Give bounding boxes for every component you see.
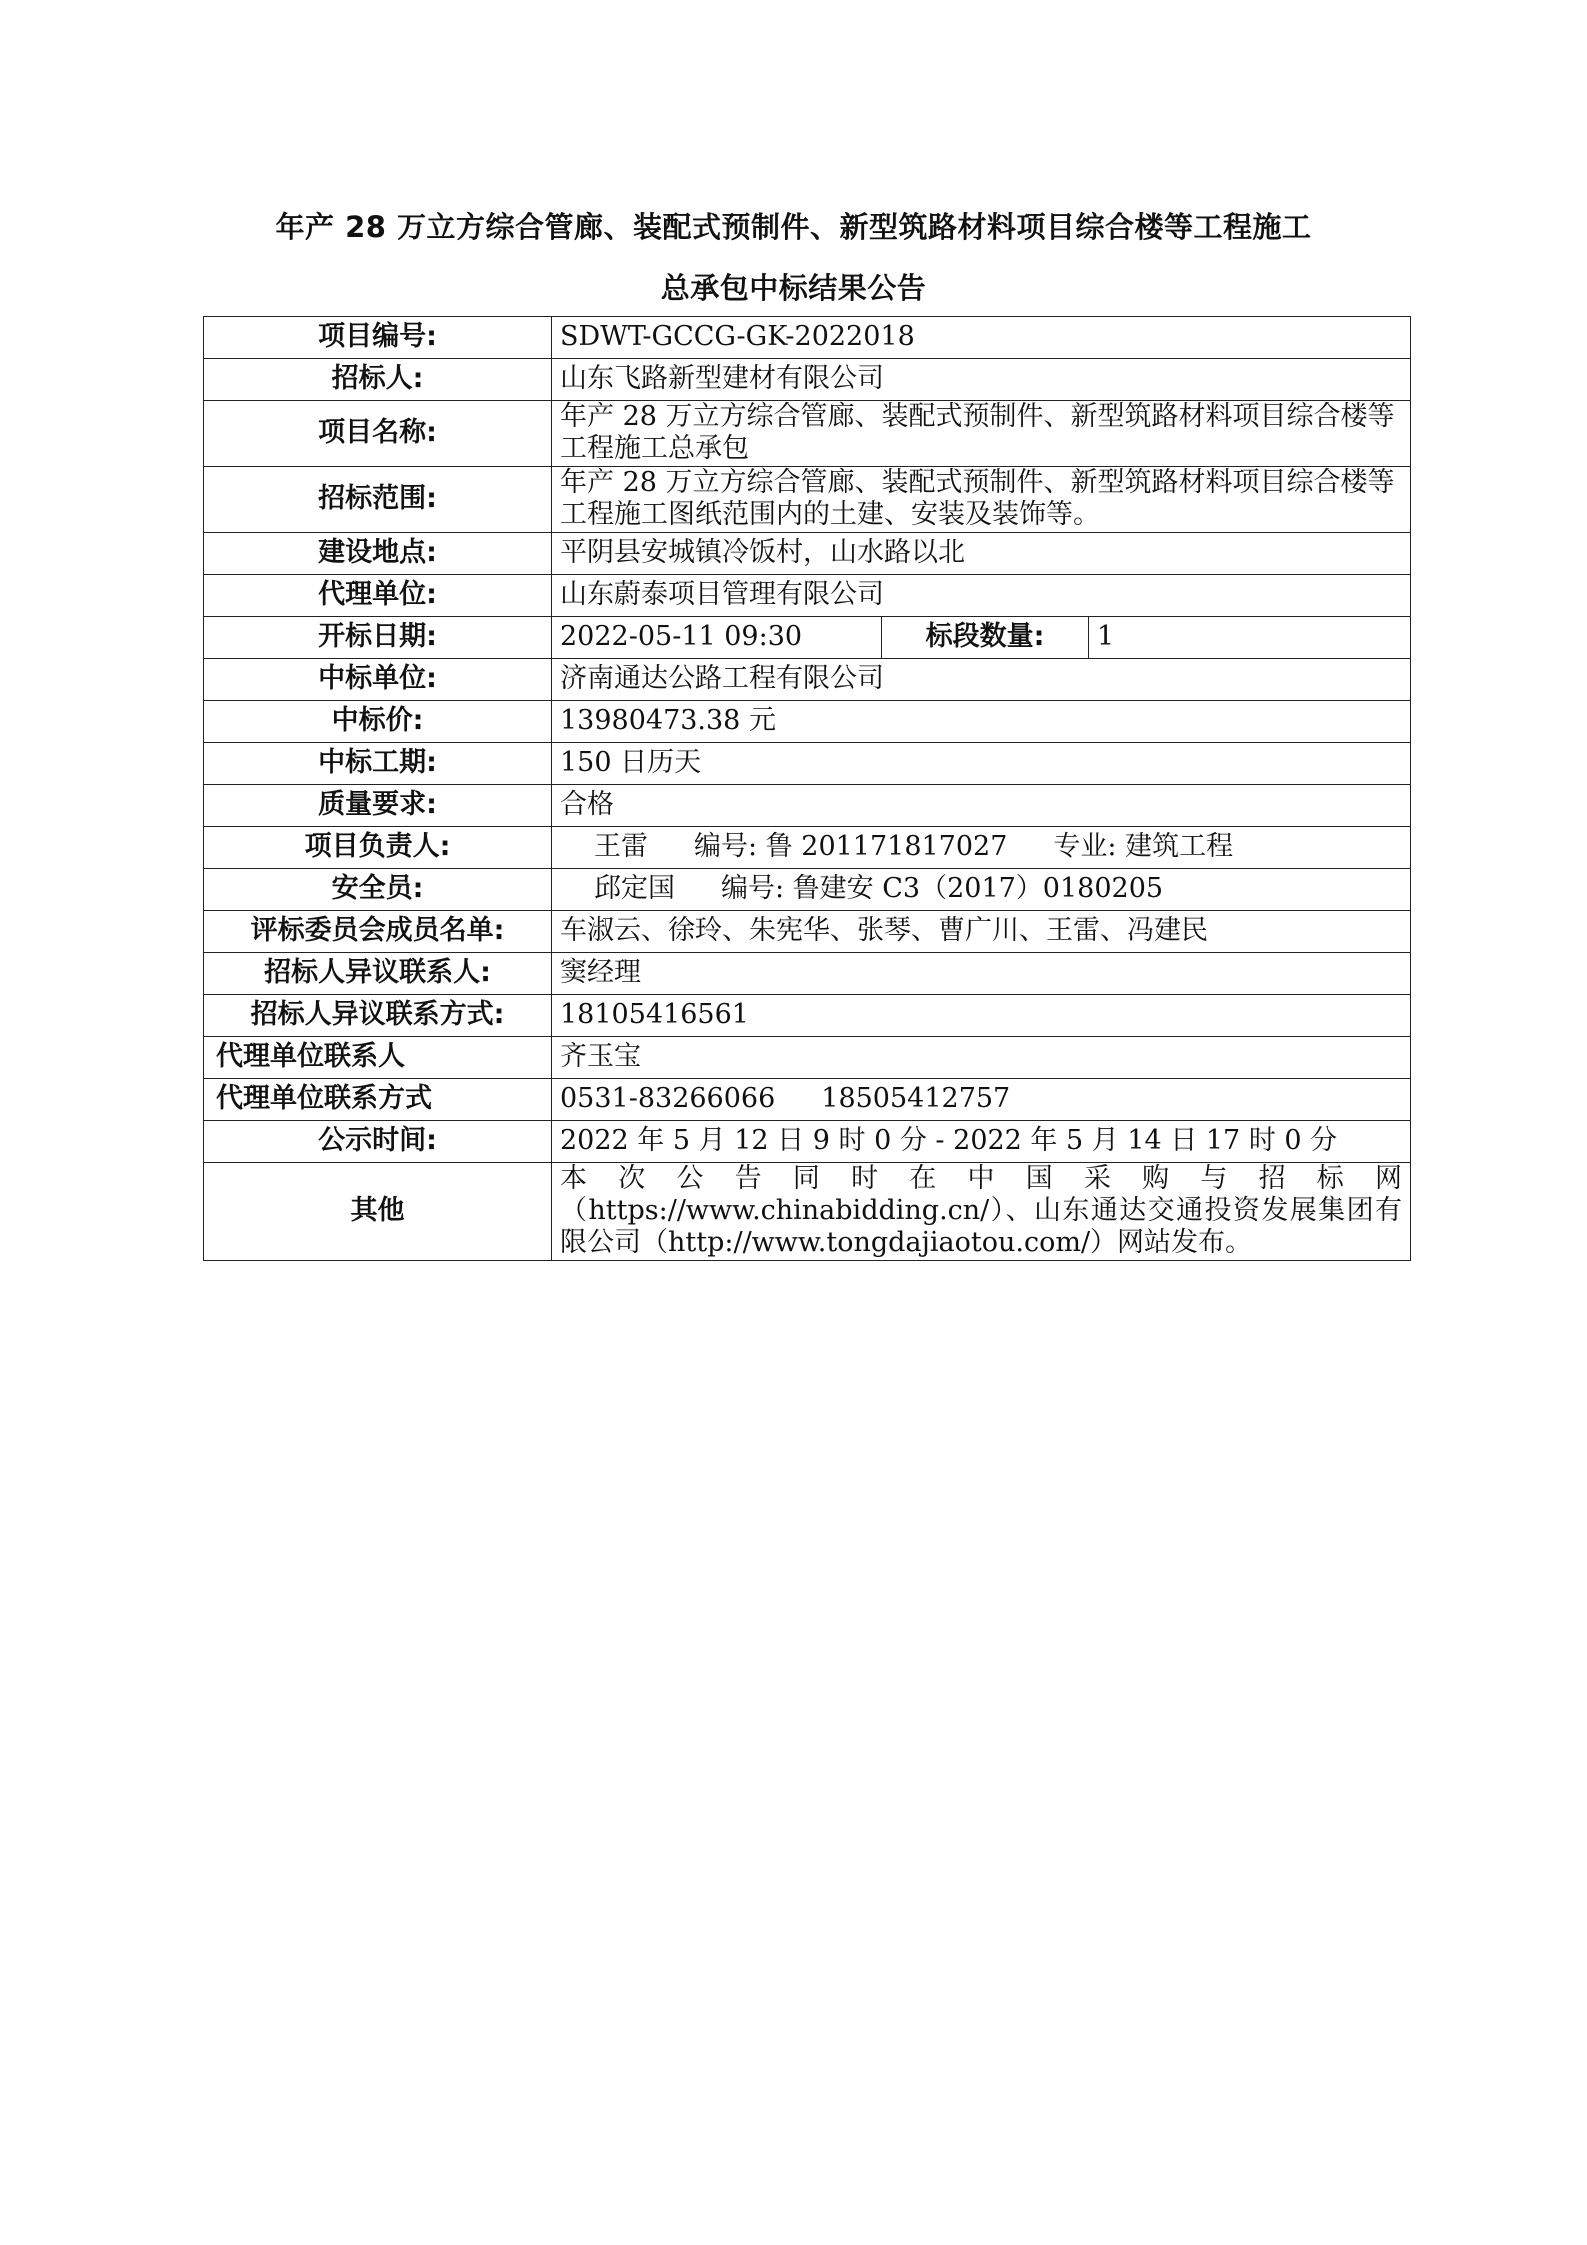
bid-result-table [203,316,1411,1261]
committee-label: 评标委员会成员名单: [204,910,552,952]
project-no-value: SDWT-GCCG-GK-2022018 [552,317,1411,359]
objection-phone-value: 18105416561 [552,994,1411,1036]
notice-title-line2: 总承包中标结果公告 [660,271,927,305]
duration-label: 中标工期: [204,742,552,784]
manager-major: 专业: 建筑工程 [1053,830,1234,862]
other-value: 本 次 公 告 同 时 在 中 国 采 购 与 招 标 网（https://www.chinabidding.cn/）、山东通达交通投资发展集团有限公司（http://www.tongdajiaotou.com/）网站发布。 [552,1162,1411,1260]
project-name-value: 年产 28 万立方综合管廊、装配式预制件、新型筑路材料项目综合楼等工程施工总承包 [552,401,1411,467]
price-value: 13980473.38 元 [552,700,1411,742]
row-duration [204,742,1411,784]
lots-value: 1 [1089,616,1411,658]
publicity-value: 2022 年 5 月 12 日 9 时 0 分 - 2022 年 5 月 14 日 17 时 0 分 [552,1120,1411,1162]
row-agency [204,574,1411,616]
agency-phone-label: 代理单位联系方式 [204,1078,552,1120]
scope-label: 招标范围: [204,466,552,532]
agency-phone-1: 0531-83266066 [560,1082,776,1114]
scope-value: 年产 28 万立方综合管廊、装配式预制件、新型筑路材料项目综合楼等工程施工图纸范围内的土建、安装及装饰等。 [552,466,1411,532]
row-scope [204,466,1411,532]
other-label: 其他 [204,1162,552,1260]
row-publicity [204,1120,1411,1162]
publicity-label: 公示时间: [204,1120,552,1162]
safety-value [552,868,1411,910]
objection-contact-value: 窦经理 [552,952,1411,994]
quality-value: 合格 [552,784,1411,826]
agency-phone-value [552,1078,1411,1120]
row-objection-phone [204,994,1411,1036]
project-name-label: 项目名称: [204,401,552,467]
safety-label: 安全员: [204,868,552,910]
manager-name: 王雷 [594,830,648,862]
objection-phone-label: 招标人异议联系方式: [204,994,552,1036]
quality-label: 质量要求: [204,784,552,826]
row-agency-phone [204,1078,1411,1120]
lots-label: 标段数量: [882,616,1089,658]
row-committee [204,910,1411,952]
agency-phone-2: 18505412757 [821,1082,1011,1114]
winner-value: 济南通达公路工程有限公司 [552,658,1411,700]
committee-value: 车淑云、徐玲、朱宪华、张琴、曹广川、王雷、冯建民 [552,910,1411,952]
agency-label: 代理单位: [204,574,552,616]
row-price [204,700,1411,742]
manager-label: 项目负责人: [204,826,552,868]
row-project-name [204,401,1411,467]
opening-value: 2022-05-11 09:30 [552,616,882,658]
location-label: 建设地点: [204,532,552,574]
row-quality [204,784,1411,826]
safety-name: 邱定国 [594,872,675,904]
manager-cert-no: 编号: 鲁 201171817027 [694,830,1008,862]
row-location [204,532,1411,574]
row-agency-contact [204,1036,1411,1078]
agency-contact-label: 代理单位联系人 [204,1036,552,1078]
tenderer-value: 山东飞路新型建材有限公司 [552,359,1411,401]
objection-contact-label: 招标人异议联系人: [204,952,552,994]
duration-value: 150 日历天 [552,742,1411,784]
row-safety [204,868,1411,910]
winner-label: 中标单位: [204,658,552,700]
manager-value [552,826,1411,868]
agency-contact-value: 齐玉宝 [552,1036,1411,1078]
opening-label: 开标日期: [204,616,552,658]
row-opening [204,616,1411,658]
row-project-no [204,317,1411,359]
row-other [204,1162,1411,1260]
location-value: 平阴县安城镇冷饭村，山水路以北 [552,532,1411,574]
row-tenderer [204,359,1411,401]
row-winner [204,658,1411,700]
safety-cert-no: 编号: 鲁建安 C3（2017）0180205 [721,872,1164,904]
agency-value: 山东蔚泰项目管理有限公司 [552,574,1411,616]
tenderer-label: 招标人: [204,359,552,401]
row-objection-contact [204,952,1411,994]
price-label: 中标价: [204,700,552,742]
project-no-label: 项目编号: [204,317,552,359]
row-manager [204,826,1411,868]
notice-title-line1: 年产 28 万立方综合管廊、装配式预制件、新型筑路材料项目综合楼等工程施工 [275,210,1312,244]
